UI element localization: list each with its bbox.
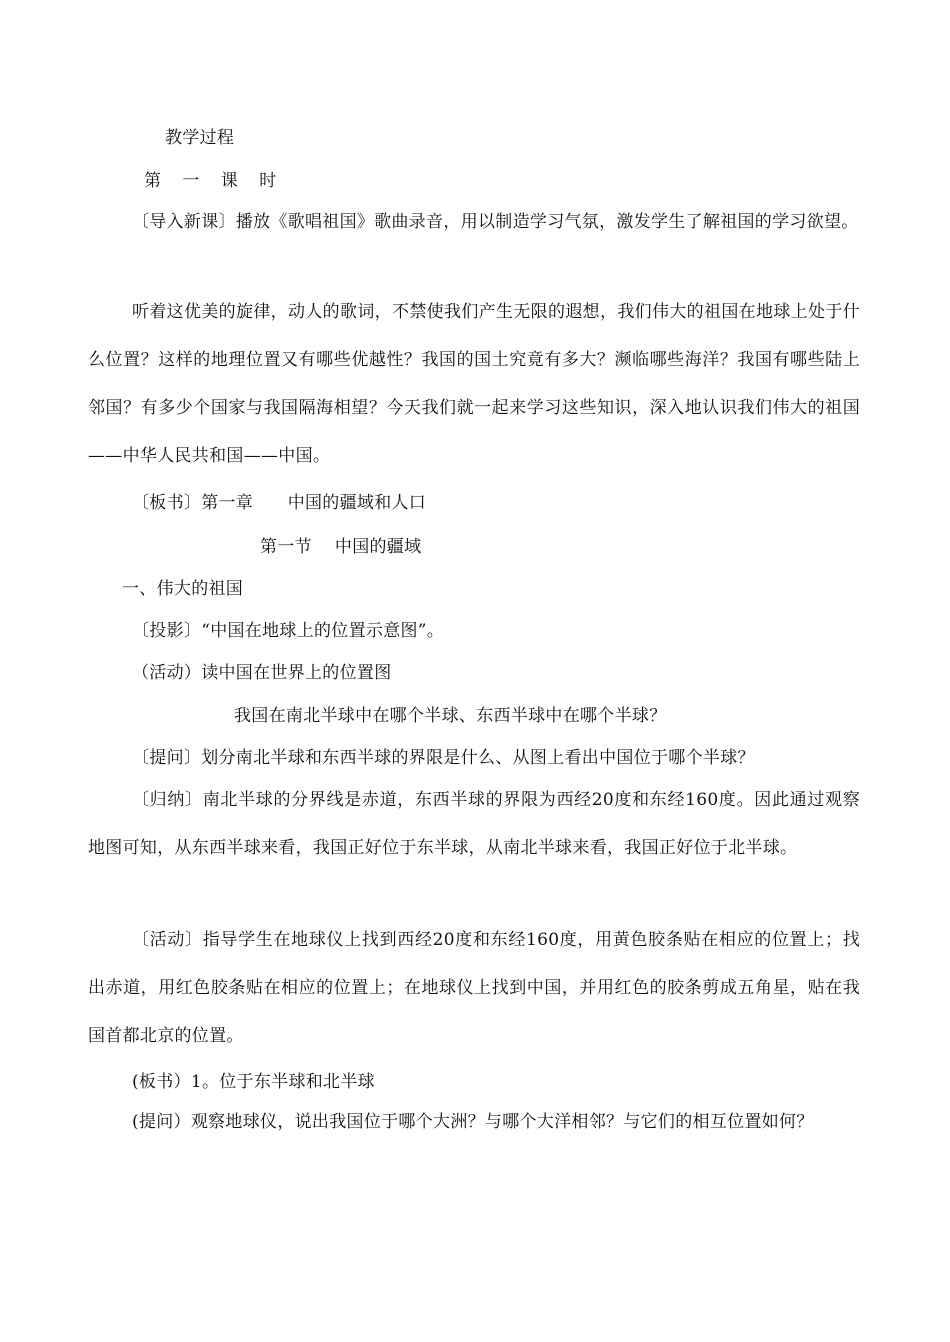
paragraph-summary: 〔归纳〕南北半球的分界线是赤道，东西半球的界限为西经20度和东经160度。因此通过观察地图可知，从东西半球来看，我国正好位于东半球，从南北半球来看，我国正好位于北半球。 — [88, 790, 860, 858]
paragraph-listen: 听着这优美的旋律，动人的歌词，不禁使我们产生无限的遐想，我们伟大的祖国在地球上处于什么位置？这样的地理位置又有哪些优越性？我国的国土究竟有多大？濒临哪些海洋？我国有哪些陆上邻国？有多少个国家与我国隔海相望？今天我们就一起来学习这些知识，深入地认识我们伟大的祖国——中华人民共和国——中国。 — [88, 302, 860, 466]
board-point-one: (板书）1。位于东半球和北半球 — [132, 1072, 375, 1092]
hemisphere-question: 我国在南北半球中在哪个半球、东西半球中在哪个半球？ — [234, 706, 667, 726]
part-one-heading: 一、伟大的祖国 — [122, 579, 244, 599]
paragraph-activity-two: 〔活动〕指导学生在地球仪上找到西经20度和东经160度，用黄色胶条贴在相应的位置上；找出赤道，用红色胶条贴在相应的位置上；在地球仪上找到中国，并用红色的胶条剪成五角星，贴在我国首都北京的位置。 — [88, 930, 860, 1046]
board-chapter: 〔板书〕第一章 中国的疆域和人口 — [132, 493, 427, 513]
activity-one: （活动）读中国在世界上的位置图 — [132, 663, 392, 683]
board-section: 第一节 中国的疆域 — [260, 537, 422, 557]
paragraph-question-two: (提问）观察地球仪，说出我国位于哪个大洲？与哪个大洋相邻？与它们的相互位置如何？ — [132, 1112, 814, 1132]
question-one: 〔提问〕划分南北半球和东西半球的界限是什么、从图上看出中国位于哪个半球？ — [132, 748, 755, 768]
paragraph-intro: 〔导入新课〕播放《歌唱祖国》歌曲录音，用以制造学习气氛，激发学生了解祖国的学习欲望。 — [132, 212, 859, 232]
projection-line: 〔投影〕“中国在地球上的位置示意图”。 — [132, 621, 445, 641]
lesson-title: 第 一 课 时 — [144, 171, 285, 191]
heading: 教学过程 — [165, 128, 235, 148]
